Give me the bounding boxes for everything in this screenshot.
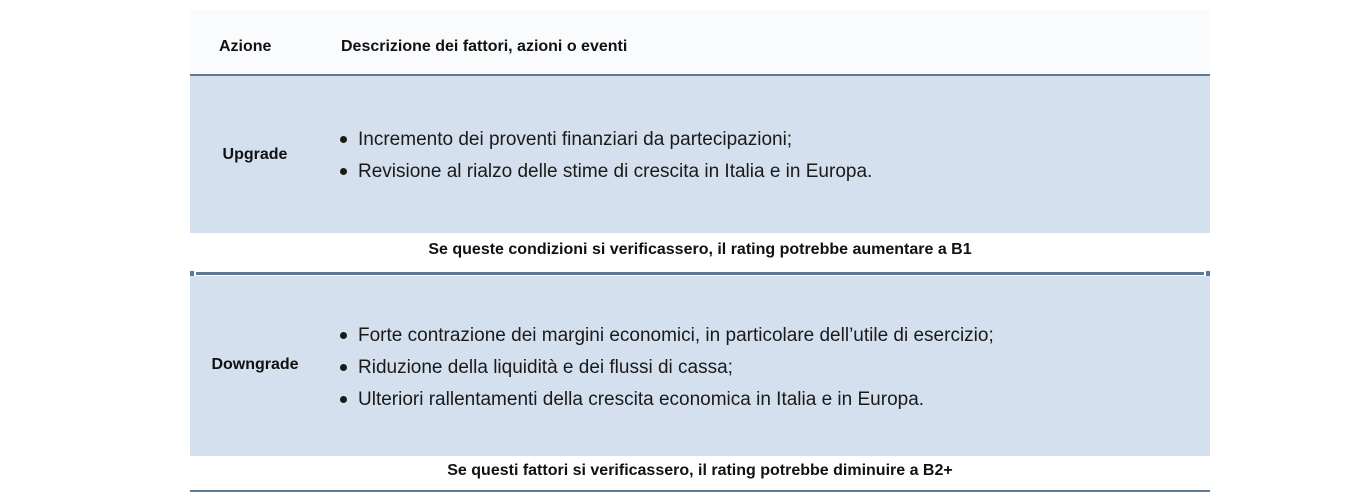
downgrade-factors-list bbox=[340, 320, 994, 416]
bullet-icon bbox=[340, 168, 347, 175]
upgrade-label: Upgrade bbox=[222, 146, 288, 163]
downgrade-label: Downgrade bbox=[211, 356, 299, 373]
downgrade-row bbox=[190, 276, 1210, 456]
bullet-icon bbox=[340, 364, 347, 371]
upgrade-factors-list bbox=[340, 124, 872, 188]
factor-text: Ulteriori rallentamenti della crescita economica in Italia e in Europa. bbox=[358, 389, 925, 410]
bullet-icon bbox=[340, 136, 347, 143]
upgrade-conclusion: Se queste condizioni si verificassero, il rating potrebbe aumentare a B1 bbox=[428, 241, 972, 258]
list-item bbox=[340, 156, 872, 188]
list-item bbox=[340, 320, 994, 352]
factor-text: Riduzione della liquidità e dei flussi di cassa; bbox=[358, 357, 733, 378]
list-item bbox=[340, 124, 872, 156]
factor-text: Revisione al rialzo delle stime di crescita in Italia e in Europa. bbox=[358, 161, 873, 182]
header-description: Descrizione dei fattori, azioni o eventi bbox=[341, 38, 628, 55]
bottom-rule bbox=[190, 490, 1210, 492]
middle-rule bbox=[196, 272, 1204, 275]
factor-text: Incremento dei proventi finanziari da partecipazioni; bbox=[358, 129, 793, 150]
header-action: Azione bbox=[219, 38, 272, 55]
bullet-icon bbox=[340, 332, 347, 339]
bullet-icon bbox=[340, 396, 347, 403]
downgrade-conclusion: Se questi fattori si verificassero, il rating potrebbe diminuire a B2+ bbox=[447, 462, 953, 479]
upgrade-row bbox=[190, 76, 1210, 233]
factor-text: Forte contrazione dei margini economici, in particolare dell’utile di esercizio; bbox=[358, 325, 994, 346]
table-header bbox=[190, 10, 1210, 74]
list-item bbox=[340, 384, 994, 416]
list-item bbox=[340, 352, 994, 384]
